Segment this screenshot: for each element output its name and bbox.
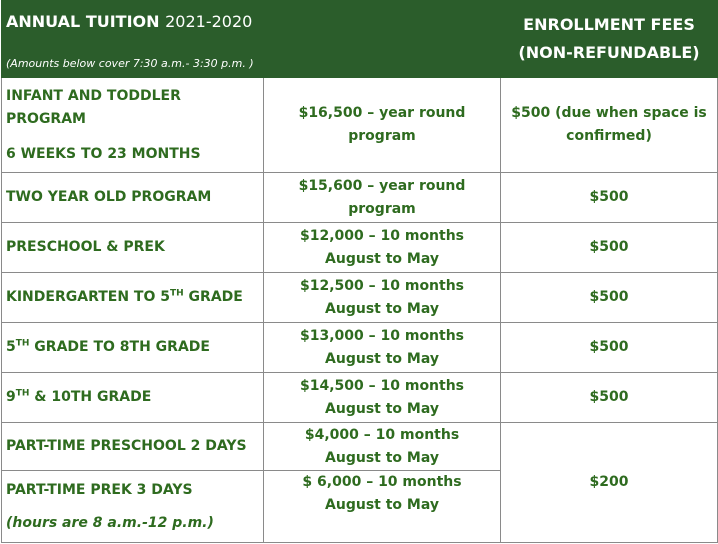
fee-cell: $500 xyxy=(501,223,718,273)
program-cell: KINDERGARTEN TO 5TH GRADE xyxy=(2,273,264,323)
tuition-amount: $12,500 – 10 months xyxy=(299,277,465,294)
program-cell: PART-TIME PRESCHOOL 2 DAYS xyxy=(2,423,264,471)
tuition-amount: $12,000 – 10 months xyxy=(299,227,465,244)
fees-header-line1: ENROLLMENT FEES xyxy=(523,15,695,34)
fee-cell: $500 xyxy=(501,373,718,423)
tuition-table xyxy=(1,0,718,543)
program-cell: 5TH GRADE TO 8TH GRADE xyxy=(2,323,264,373)
fee-cell: $200 xyxy=(501,423,718,543)
fee-cell: $500 xyxy=(501,173,718,223)
table-row xyxy=(2,323,718,373)
tuition-period: August to May xyxy=(325,250,439,267)
table-row xyxy=(2,173,718,223)
tuition-cell xyxy=(264,471,501,543)
header-year: 2021-2020 xyxy=(165,12,253,31)
header-title: ANNUAL TUITION xyxy=(6,12,160,31)
tuition-amount: $14,500 – 10 months xyxy=(299,377,465,394)
header-subtitle: (Amounts below cover 7:30 a.m.- 3:30 p.m. ) xyxy=(6,57,254,70)
table-row xyxy=(2,78,718,173)
fee-cell: $500 xyxy=(501,323,718,373)
tuition-amount: $13,000 – 10 months xyxy=(299,327,465,344)
tuition-period: August to May xyxy=(325,497,439,513)
tuition-amount: $4,000 – 10 months xyxy=(304,426,460,443)
program-name: PART-TIME PREK 3 DAYS xyxy=(6,481,193,498)
table-row xyxy=(2,223,718,273)
program-cell: TWO YEAR OLD PROGRAM xyxy=(2,173,264,223)
tuition-period: August to May xyxy=(325,350,439,367)
tuition-cell xyxy=(264,323,501,373)
tuition-period: August to May xyxy=(325,300,439,317)
program-cell xyxy=(2,78,264,173)
fee-cell: $500 xyxy=(501,273,718,323)
tuition-cell xyxy=(264,223,501,273)
tuition-cell xyxy=(264,423,501,471)
table-row xyxy=(2,373,718,423)
tuition-cell xyxy=(264,273,501,323)
tuition-cell xyxy=(264,373,501,423)
table-row xyxy=(2,423,718,471)
table-row xyxy=(2,273,718,323)
enrollment-fees-header xyxy=(501,1,718,78)
program-age-range: 6 WEEKS TO 23 MONTHS xyxy=(6,145,201,162)
program-name: INFANT AND TODDLER PROGRAM xyxy=(6,87,181,127)
fees-header-line2: (NON-REFUNDABLE) xyxy=(518,43,700,62)
fee-cell: $500 (due when space is confirmed) xyxy=(501,78,718,173)
program-cell xyxy=(2,471,264,543)
tuition-amount: $ 6,000 – 10 months xyxy=(302,474,462,490)
tuition-cell: $15,600 – year round program xyxy=(264,173,501,223)
hours-note: (hours are 8 a.m.-12 p.m.) xyxy=(6,514,214,531)
tuition-period: August to May xyxy=(325,449,439,466)
header-row xyxy=(2,1,718,78)
tuition-period: August to May xyxy=(325,400,439,417)
program-cell: PRESCHOOL & PREK xyxy=(2,223,264,273)
annual-tuition-header xyxy=(2,1,501,78)
program-cell: 9TH & 10TH GRADE xyxy=(2,373,264,423)
tuition-cell: $16,500 – year round program xyxy=(264,78,501,173)
